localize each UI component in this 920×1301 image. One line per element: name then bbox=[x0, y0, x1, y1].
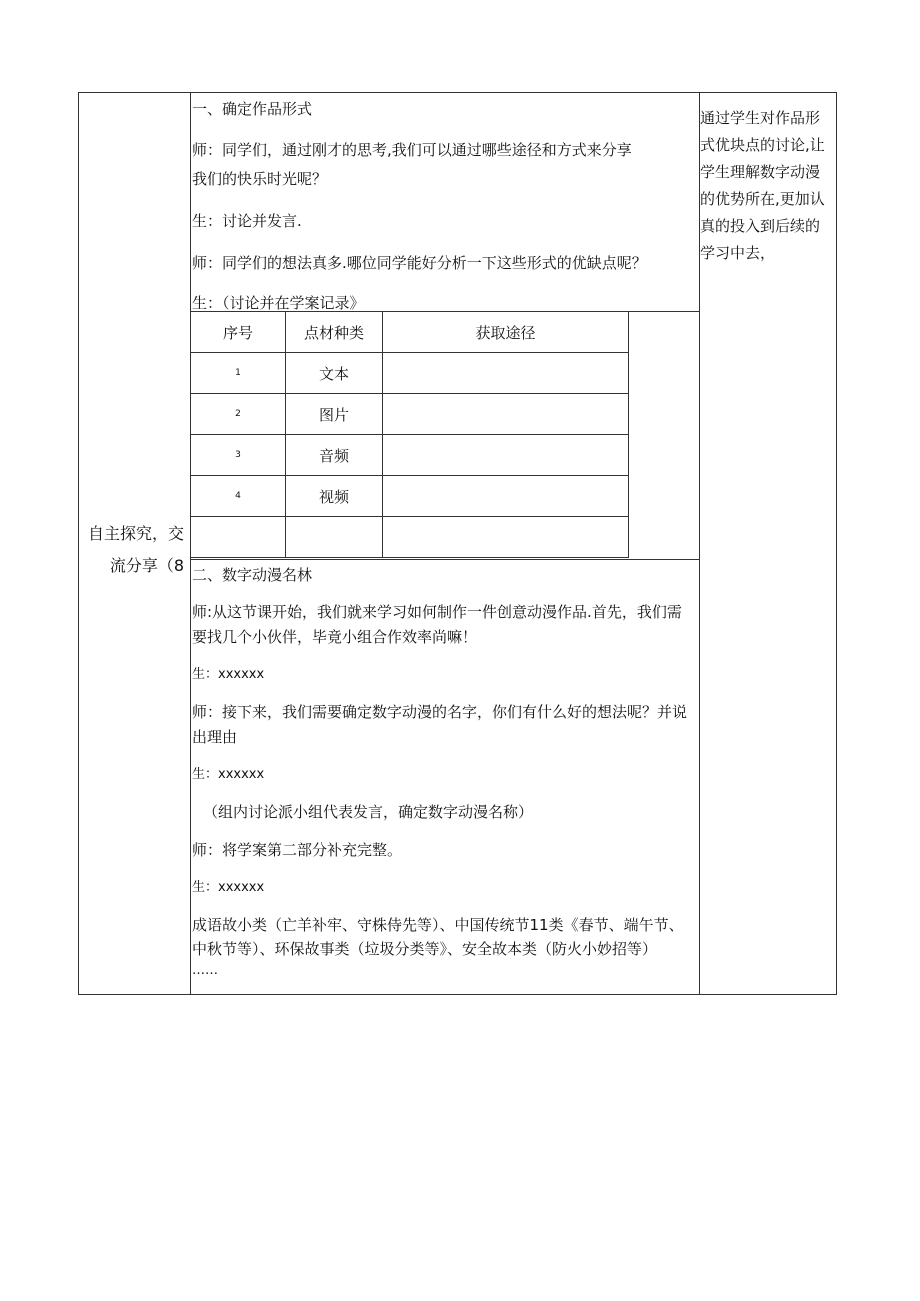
table-header-row bbox=[191, 312, 629, 353]
section2-group-discussion: （组内讨论派小组代表发言，确定数字动漫名称） bbox=[203, 803, 534, 821]
activity-label-text: 流分享（8 bbox=[109, 556, 184, 575]
table-row bbox=[191, 353, 629, 394]
table-row bbox=[191, 394, 629, 435]
table-row bbox=[191, 435, 629, 476]
header-material-type: 点材种类 bbox=[286, 312, 383, 353]
row-type: 音频 bbox=[286, 435, 383, 476]
section1-title: 一、确定作品形式 bbox=[192, 100, 313, 118]
section2-teacher-complete: 师：将学案第二部分补充完整。 bbox=[192, 841, 403, 859]
row-index: 2 bbox=[191, 394, 286, 435]
row-source bbox=[383, 435, 629, 476]
material-table bbox=[190, 311, 629, 558]
section2-teacher-naming-line1: 师：接下来，我们需要确定数字动漫的名字，你们有什么好的想法呢？并说 bbox=[192, 703, 688, 721]
section1-teacher-question-line2: 我们的快乐时光呢？ bbox=[192, 170, 328, 188]
section2-examples-line1: 成语故小类（亡羊补牢、守株侍先等）、中国传统节11类《春节、端午节、 bbox=[192, 916, 684, 934]
row-type: 图片 bbox=[286, 394, 383, 435]
table-row bbox=[191, 476, 629, 517]
row-type: 视频 bbox=[286, 476, 383, 517]
activity-label-line2 bbox=[79, 553, 190, 576]
row-index bbox=[191, 517, 286, 558]
row-source bbox=[383, 476, 629, 517]
section2-examples-ellipsis: …… bbox=[192, 963, 218, 978]
lesson-table bbox=[78, 92, 837, 995]
section2-teacher-intro-line2: 要找几个小伙伴，毕竟小组合作效率尚嘛！ bbox=[192, 628, 478, 646]
section2-student-reply-3: 生：xxxxxx bbox=[192, 880, 265, 895]
table-row bbox=[191, 517, 629, 558]
teaching-intent-note: 通过学生对作品形式优块点的讨论,让学生理解数字动漫的优势所在,更加认真的投入到后续的学习中去， bbox=[700, 109, 825, 262]
table-bottom-rule bbox=[190, 559, 699, 560]
section1-teacher-followup: 师：同学们的想法真多.哪位同学能好分析一下这些形式的优缺点呢？ bbox=[192, 254, 647, 272]
section2-examples-line2: 中秋节等）、环保故事类（垃圾分类等》、安全故本类（防火小妙招等） bbox=[192, 940, 658, 958]
row-type: 文本 bbox=[286, 353, 383, 394]
row-source bbox=[383, 394, 629, 435]
row-type bbox=[286, 517, 383, 558]
row-index: 1 bbox=[191, 353, 286, 394]
section2-student-reply-2: 生：xxxxxx bbox=[192, 767, 265, 782]
section1-student-record: 生：（讨论并在学案记录》 bbox=[192, 294, 365, 312]
header-index: 序号 bbox=[191, 312, 286, 353]
section1-teacher-question-line1: 师：同学们，通过刚才的思考,我们可以通过哪些途径和方式来分享 bbox=[192, 141, 632, 159]
section2-title: 二、数字动漫名林 bbox=[192, 566, 313, 584]
section2-student-reply-1: 生：xxxxxx bbox=[192, 667, 265, 682]
activity-label-line1: 自主探究，交 bbox=[87, 524, 184, 543]
section2-teacher-naming-line2: 出理由 bbox=[192, 728, 238, 746]
header-source: 获取途径 bbox=[383, 312, 629, 353]
row-index: 3 bbox=[191, 435, 286, 476]
row-source bbox=[383, 517, 629, 558]
row-index: 4 bbox=[191, 476, 286, 517]
section2-teacher-intro-line1: 师:从这节课开始，我们就来学习如何制作一件创意动漫作品.首先，我们需 bbox=[192, 603, 682, 621]
section1-student-reply: 生：讨论并发言. bbox=[192, 212, 302, 230]
row-source bbox=[383, 353, 629, 394]
